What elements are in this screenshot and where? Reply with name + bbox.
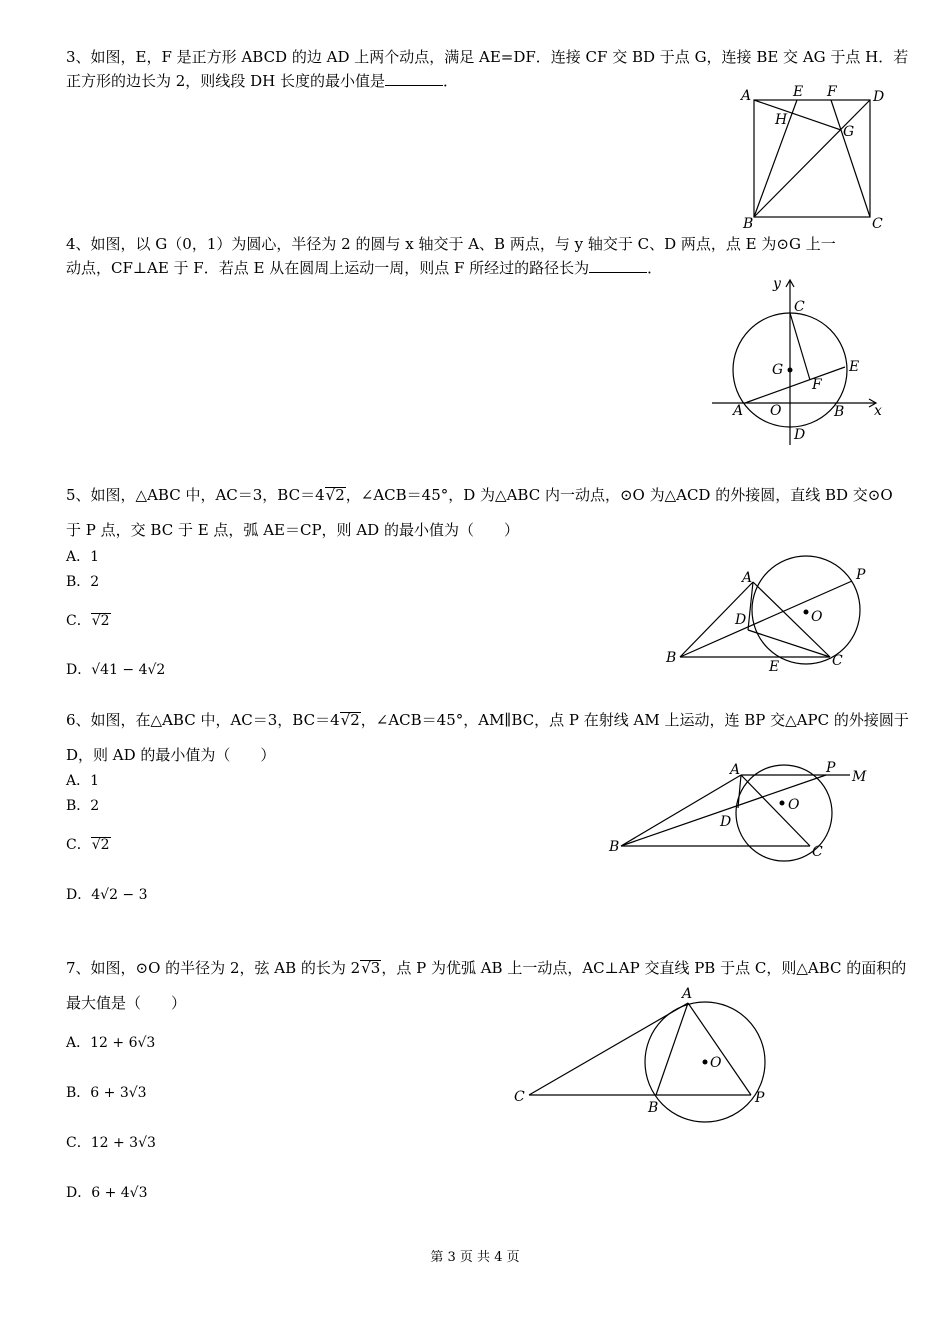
- q4-answer-blank[interactable]: [589, 258, 647, 273]
- q7-opt-b-val: 6 + 3√3: [90, 1085, 147, 1101]
- q5-opt-b-key: B．: [66, 574, 91, 590]
- q7-option-d[interactable]: [66, 1182, 148, 1202]
- q4-line2-text: 动点，CF⊥AE 于 F．若点 E 从在圆周上运动一周，则点 F 所经过的路径长为: [66, 259, 590, 277]
- q4-label-A: A: [733, 403, 744, 419]
- q7-center-dot: [703, 1060, 708, 1065]
- q4-line1: 4、如图，以 G（0，1）为圆心，半径为 2 的圆与 x 轴交于 A、B 两点，与 y 轴交于 C、D 两点，点 E 为⊙G 上一: [66, 235, 836, 253]
- q6-line1: [66, 709, 909, 730]
- q6-label-B: B: [609, 839, 620, 855]
- q6-option-b[interactable]: [66, 795, 99, 815]
- q6-opt-a-key: A．: [66, 773, 91, 789]
- q7-label-O: O: [710, 1055, 722, 1071]
- q3-label-C: C: [872, 216, 883, 232]
- q6-label-P: P: [826, 760, 836, 776]
- q7-line1b: ，点 P 为优弧 AB 上一动点，AC⊥AP 交直线 PB 于点 C，则△ABC 的面积的: [381, 959, 907, 977]
- q4-label-E: E: [849, 359, 860, 375]
- q3-label-B: B: [743, 216, 754, 232]
- q6-opt-c-sqrt: √2: [91, 837, 110, 853]
- q5-opt-c-val: 2: [100, 613, 110, 629]
- q5-opt-a-val: 1: [90, 549, 100, 565]
- q4-label-D: D: [794, 427, 806, 443]
- q7-opt-c-key: C．: [66, 1135, 91, 1151]
- q7-line2: 最大值是（ ）: [66, 994, 187, 1012]
- q6-opt-a-val: 1: [90, 773, 100, 789]
- q5-center-dot: [804, 610, 809, 615]
- q5-option-c[interactable]: [66, 610, 111, 630]
- q4-label-F: F: [812, 377, 822, 393]
- q3-label-H: H: [775, 112, 788, 128]
- q5-opt-d-val: 41 − 4√2: [100, 662, 166, 678]
- q3-answer-blank[interactable]: [385, 71, 443, 86]
- q6-option-d[interactable]: [66, 884, 148, 904]
- q5-line1: [66, 484, 893, 505]
- q6-opt-b-val: 2: [90, 798, 100, 814]
- q6-label-O: O: [788, 797, 800, 813]
- q4-label-B: B: [834, 404, 845, 420]
- q7-line1: [66, 957, 906, 978]
- q7-opt-d-key: D．: [66, 1185, 92, 1201]
- q4-label-x: x: [874, 403, 882, 419]
- q6-opt-c-key: C．: [66, 837, 91, 853]
- q6-opt-b-key: B．: [66, 798, 91, 814]
- q5-label-P: P: [856, 567, 866, 583]
- q5-label-B: B: [666, 650, 677, 666]
- q7-sqrt-3: √3: [361, 959, 381, 977]
- q6-label-C: C: [812, 844, 823, 860]
- q6-label-D: D: [720, 814, 732, 830]
- q5-opt-a-key: A．: [66, 549, 91, 565]
- q3-label-D: D: [873, 89, 885, 105]
- q4-end: ．: [647, 259, 663, 277]
- page-footer: 第 3 页 共 4 页: [430, 1250, 520, 1265]
- q4-line2: [66, 257, 662, 278]
- q5-label-E: E: [769, 659, 780, 675]
- q4-center-dot: [788, 368, 793, 373]
- q5-option-b[interactable]: [66, 571, 99, 591]
- q5-label-C: C: [832, 653, 843, 669]
- q6-center-dot: [780, 801, 785, 806]
- q7-opt-a-key: A．: [66, 1035, 91, 1051]
- q3-label-F: F: [827, 84, 837, 100]
- q3-end: ．: [442, 72, 458, 90]
- q7-line1a: 7、如图，⊙O 的半径为 2，弦 AB 的长为 2: [66, 959, 361, 977]
- q5-line1a: 5、如图，△ABC 中，AC＝3，BC＝4: [66, 486, 325, 504]
- q3-label-G: G: [843, 124, 855, 140]
- q7-option-a[interactable]: [66, 1032, 155, 1052]
- q7-label-A: A: [682, 986, 693, 1002]
- q5-opt-c-key: C．: [66, 613, 91, 629]
- q6-sqrt-2: √2: [340, 711, 360, 729]
- q5-option-d[interactable]: D．√41 − 4√2: [66, 662, 166, 678]
- q4-label-C: C: [794, 299, 805, 315]
- q5-label-D: D: [735, 612, 747, 628]
- q7-opt-b-key: B．: [66, 1085, 91, 1101]
- q5-option-a[interactable]: [66, 546, 99, 566]
- q5-sqrt-2: √2: [325, 486, 345, 504]
- q5-label-O: O: [811, 609, 823, 625]
- q7-opt-d-val: 6 + 4√3: [91, 1185, 148, 1201]
- q6-line1b: ，∠ACB＝45°，AM∥BC，点 P 在射线 AM 上运动，连 BP 交△APC 的外接圆于: [360, 711, 909, 729]
- q6-label-M: M: [852, 769, 867, 785]
- q7-opt-a-val: 12 + 6√3: [90, 1035, 156, 1051]
- q6-opt-d-key: D．: [66, 887, 92, 903]
- q7-option-c[interactable]: [66, 1132, 156, 1152]
- q4-label-G: G: [772, 362, 784, 378]
- q5-opt-b-val: 2: [90, 574, 100, 590]
- q5-line2: 于 P 点，交 BC 于 E 点，弧 AE＝CP，则 AD 的最小值为（ ）: [66, 521, 519, 539]
- q6-option-a[interactable]: [66, 770, 99, 790]
- q7-option-b[interactable]: [66, 1082, 147, 1102]
- q6-sqrt-val: 2: [350, 711, 360, 729]
- q3-line2-text: 正方形的边长为 2，则线段 DH 长度的最小值是: [66, 72, 385, 90]
- q6-opt-c-val: 2: [100, 837, 110, 853]
- q5-sqrt-val: 2: [335, 486, 345, 504]
- q5-opt-c-sqrt: √2: [91, 613, 110, 629]
- q5-line1b: ，∠ACB＝45°，D 为△ABC 内一动点，⊙O 为△ACD 的外接圆，直线 BD 交⊙O: [345, 486, 893, 504]
- q7-label-B: B: [648, 1100, 659, 1116]
- q6-opt-d-val: 4√2 − 3: [91, 887, 148, 903]
- q6-line2: D，则 AD 的最小值为（ ）: [66, 746, 276, 764]
- q3-line2: [66, 70, 458, 91]
- q3-line1: 3、如图，E，F 是正方形 ABCD 的边 AD 上两个动点，满足 AE=DF．连接 CF 交 BD 于点 G，连接 BE 交 AG 于点 H．若: [66, 48, 909, 66]
- q3-label-E: E: [793, 84, 804, 100]
- q4-label-O: O: [770, 403, 782, 419]
- q6-label-A: A: [730, 762, 741, 778]
- q7-label-P: P: [755, 1090, 765, 1106]
- q7-opt-c-val: 12 + 3√3: [90, 1135, 156, 1151]
- q4-label-y: y: [773, 276, 781, 292]
- q7-label-C: C: [514, 1089, 525, 1105]
- q5-label-A: A: [742, 570, 753, 586]
- q5-opt-d-key: D．: [66, 662, 92, 678]
- q6-line1a: 6、如图，在△ABC 中，AC＝3，BC＝4: [66, 711, 340, 729]
- q3-label-A: A: [741, 88, 752, 104]
- q6-option-c[interactable]: [66, 834, 111, 854]
- q7-sqrt-val: 3: [370, 959, 381, 977]
